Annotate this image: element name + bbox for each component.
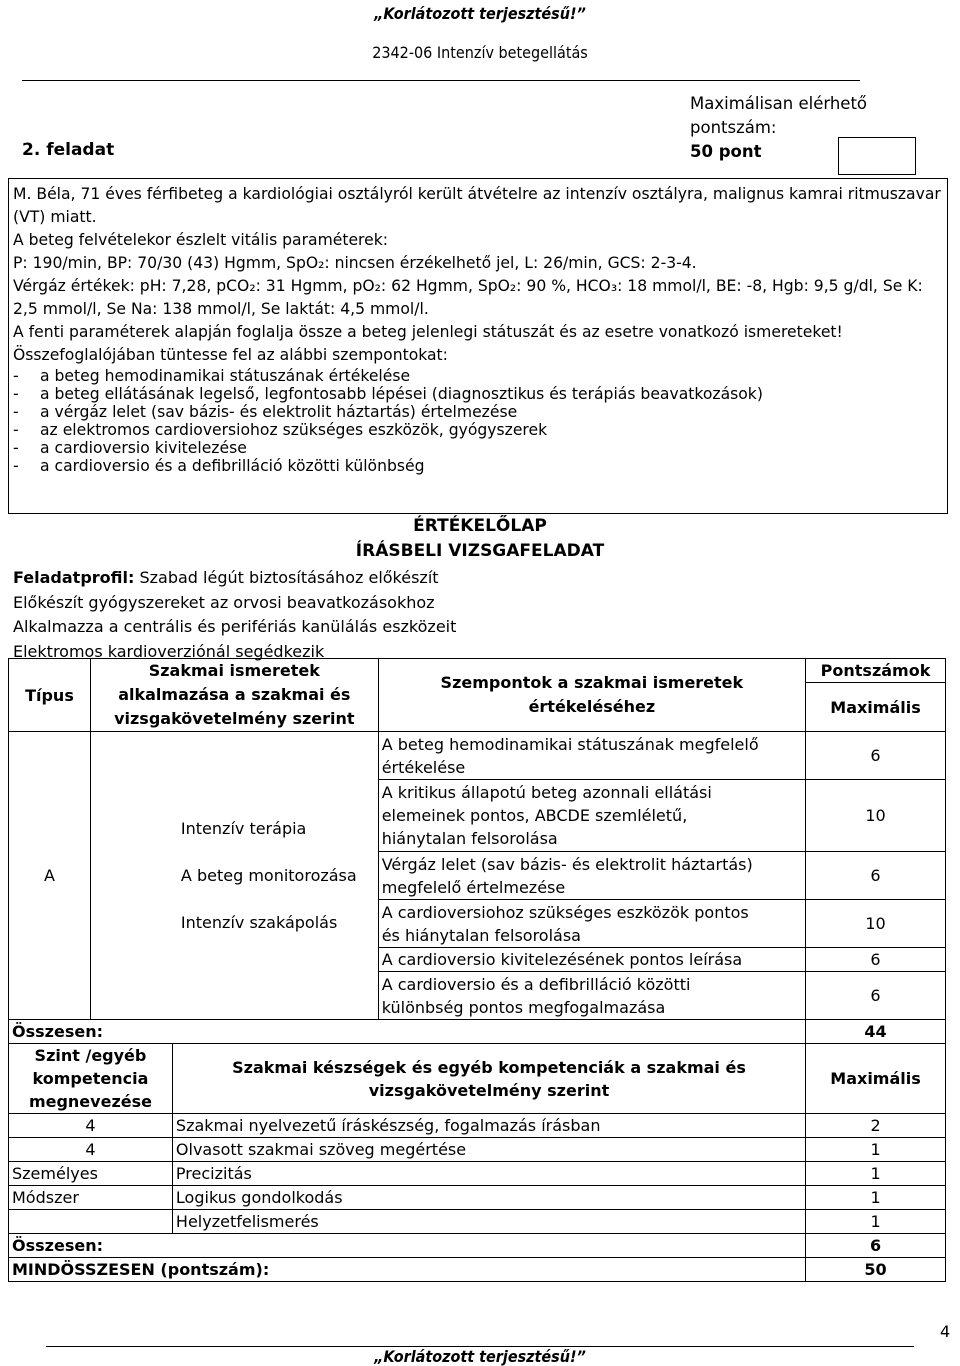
- restriction-notice-top: „Korlátozott terjesztésű!”: [374, 4, 586, 23]
- header-competency: Szakmai készségek és egyéb kompetenciák a szakmai és vizsgakövetelmény szerint: [172, 1044, 805, 1114]
- criteria-cell: A cardioversiohoz szükséges eszközök pontos és hiánytalan felsorolása: [378, 900, 805, 948]
- points-cell: 6: [806, 972, 946, 1020]
- task-paragraph: M. Béla, 71 éves férfibeteg a kardiológiai osztályról került átvételre az intenzív osztályra, malignus kamrai ritmuszavar (VT) miatt.: [13, 185, 941, 226]
- points-cell: 1: [806, 1210, 946, 1234]
- evaluation-table: [8, 658, 946, 1044]
- total-label: Összesen:: [9, 1234, 806, 1258]
- points-cell: 6: [806, 732, 946, 780]
- task-label: 2. feladat: [22, 140, 115, 160]
- list-item: - a vérgáz lelet (sav bázis- és elektrolit háztartás) értelmezése: [13, 403, 518, 421]
- criteria-cell: A cardioversio kivitelezésének pontos leírása: [378, 948, 805, 972]
- points-cell: 1: [806, 1186, 946, 1210]
- competency-table: [8, 1043, 946, 1282]
- points-cell: 1: [806, 1162, 946, 1186]
- competency-cell: Helyzetfelismerés: [172, 1210, 805, 1234]
- document-code: 2342-06 Intenzív betegellátás: [372, 43, 588, 62]
- eval-subtitle: ÍRÁSBELI VIZSGAFELADAT: [355, 541, 605, 561]
- competency-cell: Precizitás: [172, 1162, 805, 1186]
- competency-cell: Szakmai nyelvezetű íráskészség, fogalmazás írásban: [172, 1114, 805, 1138]
- list-item: - a cardioversio és a defibrilláció közötti különbség: [13, 457, 425, 475]
- type-cell: A: [9, 732, 91, 1020]
- header-knowledge: Szakmai ismeretek alkalmazása a szakmai és vizsgakövetelmény szerint: [90, 659, 378, 732]
- total-points: 44: [806, 1020, 946, 1044]
- criteria-cell: Vérgáz lelet (sav bázis- és elektrolit háztartás) megfelelő értelmezése: [378, 852, 805, 900]
- points-cell: 6: [806, 948, 946, 972]
- areas-cell: Intenzív terápia A beteg monitorozása Intenzív szakápolás: [90, 732, 378, 1020]
- level-cell: 4: [9, 1138, 173, 1162]
- header-level: Szint /egyéb kompetencia megnevezése: [9, 1044, 173, 1114]
- level-cell: Személyes: [9, 1162, 173, 1186]
- score-input-box[interactable]: [838, 137, 916, 175]
- points-cell: 10: [806, 900, 946, 948]
- task-profile: Feladatprofil: Szabad légút biztosításához előkészít Előkészít gyógyszereket az orvosi beavatkozásokhoz Alkalmazza a centrális és perifériás kanülálás eszközeit Elektromos kardioverziónál segédkezik: [13, 568, 457, 661]
- total-label: Összesen:: [9, 1020, 806, 1044]
- criteria-cell: A cardioversio és a defibrilláció közötti különbség pontos megfogalmazása: [378, 972, 805, 1020]
- competency-cell: Olvasott szakmai szöveg megértése: [172, 1138, 805, 1162]
- grand-total-label: MINDÖSSZESEN (pontszám):: [9, 1258, 806, 1282]
- header-max: Maximális: [806, 1044, 946, 1114]
- page-number: 4: [940, 1322, 951, 1341]
- header-max: Maximális: [806, 683, 946, 732]
- task-paragraph: Összefoglalójában tüntesse fel az alábbi szempontokat:: [13, 346, 448, 364]
- header-points: Pontszámok: [806, 659, 946, 683]
- task-paragraph: Vérgáz értékek: pH: 7,28, pCO₂: 31 Hgmm, pO₂: 62 Hgmm, SpO₂: 90 %, HCO₃: 18 mmol/l, BE: -8, Hgb: 9,5 g/dl, Se K: 2,5 mmol/l, Se Na: 138 mmol/l, Se laktát: 4,5 mmol/l.: [13, 277, 923, 318]
- max-points-value: 50 pont: [690, 142, 762, 161]
- task-paragraph: P: 190/min, BP: 70/30 (43) Hgmm, SpO₂: nincsen érzékelhető jel, L: 26/min, GCS: 2-3-4.: [13, 254, 697, 272]
- header-type: Típus: [9, 659, 91, 732]
- header-criteria: Szempontok a szakmai ismeretek értékeléséhez: [378, 659, 805, 732]
- restriction-notice-bottom: „Korlátozott terjesztésű!”: [374, 1347, 586, 1366]
- points-cell: 6: [806, 852, 946, 900]
- criteria-cell: A beteg hemodinamikai státuszának megfelelő értékelése: [378, 732, 805, 780]
- list-item: - az elektromos cardioversiohoz szükséges eszközök, gyógyszerek: [13, 421, 548, 439]
- header-divider: [22, 80, 860, 81]
- task-paragraph: A fenti paraméterek alapján foglalja össze a beteg jelenlegi státuszát és az esetre vonatkozó ismereteket!: [13, 323, 843, 341]
- level-cell: 4: [9, 1114, 173, 1138]
- level-cell: [9, 1210, 173, 1234]
- grand-total-points: 50: [806, 1258, 946, 1282]
- task-paragraph: A beteg felvételekor észlelt vitális paraméterek:: [13, 231, 389, 249]
- criteria-cell: A kritikus állapotú beteg azonnali ellátási elemeinek pontos, ABCDE szemléletű, hiánytalan felsorolása: [378, 780, 805, 852]
- total-points: 6: [806, 1234, 946, 1258]
- points-cell: 1: [806, 1138, 946, 1162]
- competency-cell: Logikus gondolkodás: [172, 1186, 805, 1210]
- points-cell: 10: [806, 780, 946, 852]
- max-points-label: Maximálisan elérhető pontszám: 50 pont: [690, 92, 867, 164]
- profile-label: Feladatprofil:: [13, 568, 135, 587]
- eval-title: ÉRTÉKELŐLAP: [413, 516, 547, 536]
- task-description: [13, 183, 943, 475]
- list-item: - a beteg hemodinamikai státuszának értékelése: [13, 367, 411, 385]
- points-cell: 2: [806, 1114, 946, 1138]
- list-item: - a beteg ellátásának legelső, legfontosabb lépései (diagnosztikus és terápiás beavatkozások): [13, 385, 763, 403]
- list-item: - a cardioversio kivitelezése: [13, 439, 247, 457]
- level-cell: Módszer: [9, 1186, 173, 1210]
